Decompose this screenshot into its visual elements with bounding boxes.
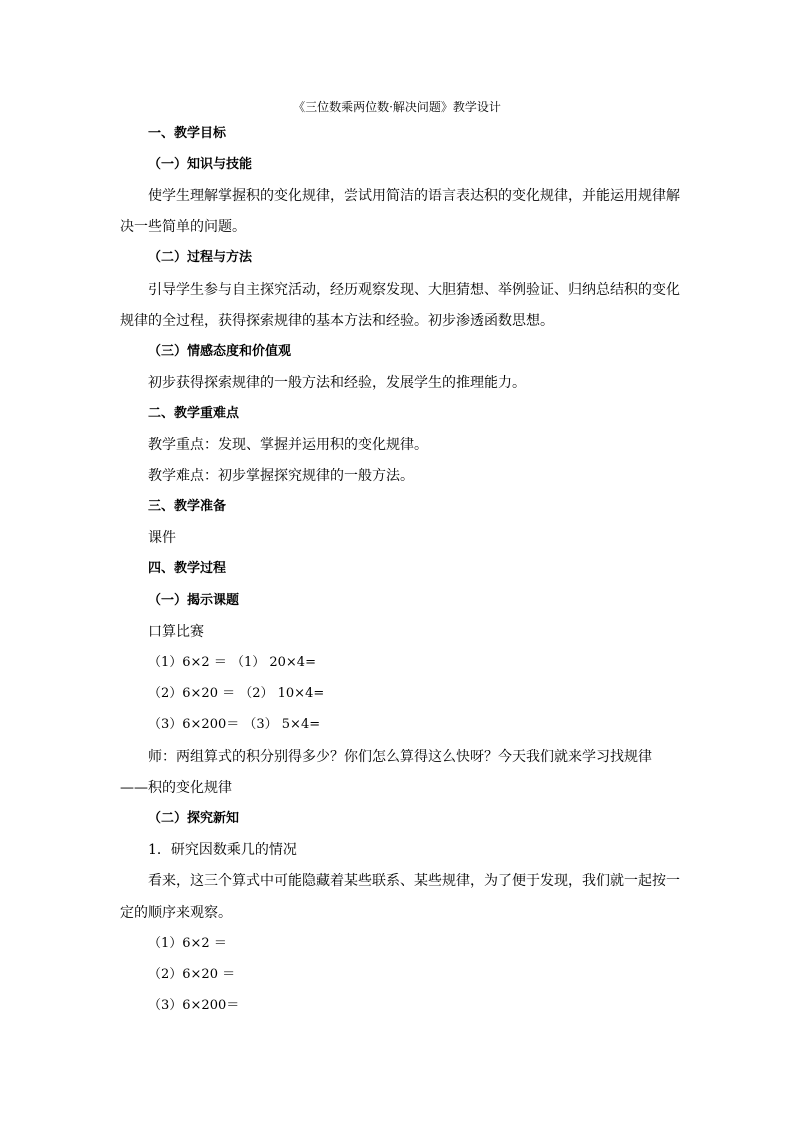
subsection-heading-explore: （二）探究新知 (148, 811, 240, 826)
equation-line: （3）6×200＝ (148, 998, 240, 1013)
equation-line: （1）6×2 ＝ （1） 20×4= (148, 655, 316, 670)
paragraph-line: 看来，这三个算式中可能隐藏着某些联系、某些规律，为了便于发现，我们就一起按一 (148, 873, 680, 889)
paragraph-line: 1．研究因数乘几的情况 (148, 842, 297, 858)
paragraph-line: 使学生理解掌握积的变化规律，尝试用简洁的语言表达积的变化规律，并能运用规律解 (148, 188, 680, 204)
subsection-heading-topic: （一）揭示课题 (148, 593, 240, 608)
paragraph-line: 口算比赛 (148, 624, 204, 640)
section-heading-objectives: 一、教学目标 (148, 126, 227, 141)
section-heading-key-points: 二、教学重难点 (148, 406, 240, 421)
equation-line: （2）6×20 ＝ (148, 967, 236, 982)
paragraph-line: 初步获得探索规律的一般方法和经验，发展学生的推理能力。 (148, 375, 526, 391)
paragraph-line: 引导学生参与自主探究活动，经历观察发现、大胆猜想、举例验证、归纳总结积的变化 (148, 282, 680, 298)
equation-line: （1）6×2 ＝ (148, 936, 227, 951)
paragraph-line: 决一些简单的问题。 (120, 219, 246, 235)
section-heading-preparation: 三、教学准备 (148, 499, 227, 514)
subsection-heading-process: （二）过程与方法 (148, 250, 253, 265)
document-title: 《三位数乘两位数·解决问题》教学设计 (293, 100, 501, 114)
paragraph-line: ——积的变化规律 (120, 780, 232, 796)
section-heading-process: 四、教学过程 (148, 561, 227, 576)
paragraph-line: 师：两组算式的积分别得多少？你们怎么算得这么快呀？今天我们就来学习找规律 (148, 749, 652, 765)
paragraph-line: 定的顺序来观察。 (120, 905, 232, 921)
subsection-heading-knowledge: （一）知识与技能 (148, 157, 253, 172)
paragraph-line: 课件 (148, 530, 176, 546)
paragraph-line: 教学难点：初步掌握探究规律的一般方法。 (148, 468, 414, 484)
paragraph-line: 规律的全过程，获得探索规律的基本方法和经验。初步渗透函数思想。 (120, 313, 554, 329)
subsection-heading-attitude: （三）情感态度和价值观 (148, 344, 292, 359)
paragraph-line: 教学重点：发现、掌握并运用积的变化规律。 (148, 437, 428, 453)
equation-line: （2）6×20 ＝ （2） 10×4= (148, 686, 325, 701)
equation-line: （3）6×200＝ （3） 5×4= (148, 717, 321, 732)
